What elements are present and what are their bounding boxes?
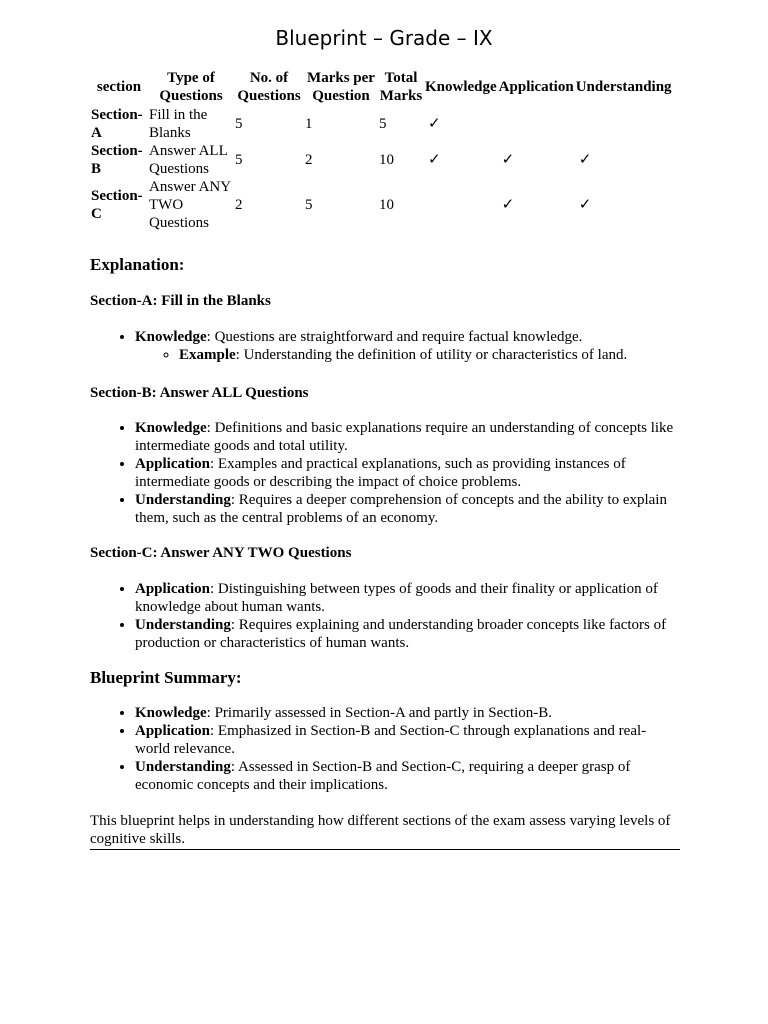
list-item (135, 455, 680, 491)
cell-marks: 2 (305, 152, 313, 168)
item-label: Application (135, 581, 211, 597)
item-label: Knowledge (135, 329, 207, 345)
cell-section: Section-C (91, 188, 143, 222)
item-text: : Questions are straightforward and require factual knowledge. (206, 329, 583, 345)
item-label: Example (179, 347, 236, 363)
cell-understanding (575, 106, 673, 142)
item-text: : Requires a deeper comprehension of concepts and the ability to explain them, such as the central problems of an economy. (135, 492, 667, 526)
header-application: Application (498, 79, 574, 95)
section-a-heading: Section-A: Fill in the Blanks (90, 293, 271, 309)
cell-total: 5 (379, 116, 387, 132)
item-text: : Requires explaining and understanding broader concepts like factors of production or characteristics of human wants. (135, 617, 667, 651)
item-text: : Primarily assessed in Section-A and partly in Section-B. (206, 705, 553, 721)
list-item (135, 616, 680, 652)
header-total: Total Marks (379, 70, 423, 104)
cell-type: Answer ALL Questions (149, 143, 228, 177)
document-body (90, 254, 680, 850)
cell-marks: 5 (305, 197, 313, 213)
table-row (90, 178, 673, 232)
item-label: Understanding (135, 617, 231, 633)
list-item (135, 580, 680, 616)
section-c-heading: Section-C: Answer ANY TWO Questions (90, 545, 352, 561)
cell-application: ✓ (501, 197, 515, 213)
list-item (179, 346, 680, 364)
cell-understanding: ✓ (578, 197, 592, 213)
list-item (135, 419, 680, 455)
cell-num: 2 (235, 197, 243, 213)
blueprint-table (90, 68, 673, 232)
item-label: Application (135, 723, 211, 739)
closing-paragraph: This blueprint helps in understanding how different sections of the exam assess varying levels of cognitive skills. (90, 812, 680, 850)
list-item (135, 758, 680, 794)
cell-knowledge (424, 178, 498, 232)
item-text: : Emphasized in Section-B and Section-C through explanations and real-world relevance. (135, 723, 647, 757)
item-label: Knowledge (135, 420, 207, 436)
explanation-heading: Explanation: (90, 255, 185, 274)
item-text: : Distinguishing between types of goods and their finality or application of knowledge about human wants. (135, 581, 658, 615)
header-type: Type of Questions (159, 70, 223, 104)
item-text: : Assessed in Section-B and Section-C, requiring a deeper grasp of economic concepts and their implications. (135, 759, 631, 793)
cell-total: 10 (379, 197, 394, 213)
header-num: No. of Questions (237, 70, 301, 104)
cell-type: Answer ANY TWO Questions (149, 179, 231, 231)
cell-num: 5 (235, 116, 243, 132)
header-marks: Marks per Question (307, 70, 375, 104)
cell-section: Section-B (91, 143, 143, 177)
cell-total: 10 (379, 152, 394, 168)
cell-marks: 1 (305, 116, 313, 132)
item-label: Understanding (135, 759, 231, 775)
cell-type: Fill in the Blanks (149, 107, 208, 141)
table-row (90, 142, 673, 178)
cell-num: 5 (235, 152, 243, 168)
section-b-list (90, 419, 680, 527)
list-item (135, 704, 680, 722)
table-row (90, 106, 673, 142)
table-header-row (90, 68, 673, 106)
item-label: Knowledge (135, 705, 207, 721)
cell-application (498, 106, 575, 142)
summary-list (90, 704, 680, 794)
cell-application: ✓ (501, 152, 515, 168)
item-text: : Examples and practical explanations, such as providing instances of intermediate goods or describing the impact of choice problems. (135, 456, 626, 490)
section-c-list (90, 580, 680, 652)
cell-section: Section-A (91, 107, 143, 141)
cell-understanding: ✓ (578, 152, 592, 168)
item-text: : Definitions and basic explanations require an understanding of concepts like intermediate goods and total utility. (135, 420, 674, 454)
header-knowledge: Knowledge (425, 79, 497, 95)
item-label: Application (135, 456, 211, 472)
header-understanding: Understanding (575, 79, 672, 95)
header-section: section (96, 79, 142, 95)
cell-knowledge: ✓ (428, 116, 441, 132)
section-b-heading: Section-B: Answer ALL Questions (90, 385, 309, 401)
list-item (135, 722, 680, 758)
section-a-list (90, 328, 680, 364)
document-title: Blueprint – Grade – IX (275, 26, 493, 50)
summary-heading: Blueprint Summary: (90, 668, 242, 687)
cell-knowledge: ✓ (428, 152, 441, 168)
list-item (135, 328, 680, 364)
item-text: : Understanding the definition of utility or characteristics of land. (235, 347, 628, 363)
list-item (135, 491, 680, 527)
item-label: Understanding (135, 492, 231, 508)
sub-list (135, 346, 680, 364)
